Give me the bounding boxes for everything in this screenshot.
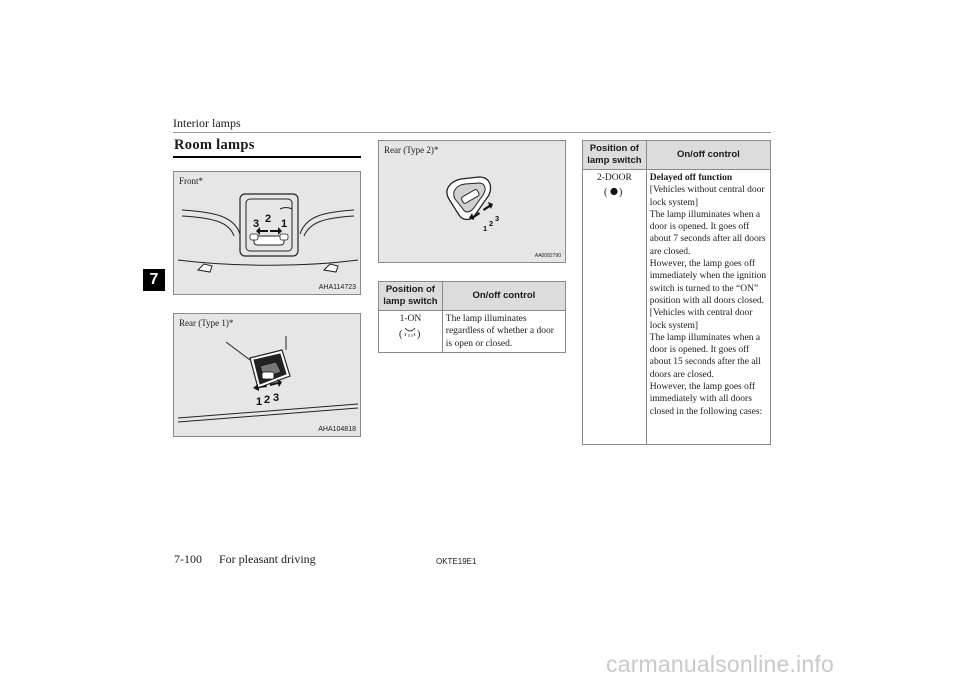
figure-code: AHA104818 [318,426,356,433]
section-title-underline [173,156,361,158]
description-line: The lamp illuminates when a door is opened. It goes off about 7 seconds after all doors are closed. [649,209,766,257]
rear1-position-number: 3 [273,392,280,404]
figure-code: AHA114723 [318,284,356,291]
description-line: However, the lamp goes off immediately with all doors closed in the following cases: [649,382,763,417]
svg-text:(: ( [604,187,608,199]
figure-rear-type1-lamp [173,313,361,437]
footer-page-number: 7-100 [174,552,202,566]
rear2-position-number: 2 [489,219,494,228]
figure-caption: Rear (Type 1)* [179,318,234,328]
table-row [379,311,566,353]
watermark: carmanualsonline.info [606,651,834,677]
lamp-switch-table-door [582,140,771,445]
chapter-tab: 7 [143,269,165,291]
header-divider [173,132,771,133]
filled-circle-icon [586,184,643,198]
footer-document-code: OKTE19E1 [436,557,477,566]
description-line: [Vehicles without central door lock system] [649,185,765,208]
position-label: 2-DOOR [596,173,632,183]
figure-caption: Rear (Type 2)* [384,145,439,155]
front-position-number: 3 [253,218,260,230]
column-header-control: On/off control [442,282,565,311]
position-cell [379,311,443,353]
table-row [583,170,771,445]
rear2-position-number: 3 [495,214,500,223]
column-header-control: On/off control [646,141,770,170]
delayed-off-heading: Delayed off function [649,173,733,183]
table-header-row [583,141,771,170]
svg-text:): ) [619,187,623,199]
description-line: The lamp illuminates when a door is opened. It goes off about 15 seconds after the all doors are closed. [649,332,761,380]
svg-text:(: ( [399,329,403,341]
figure-code: AA0082790 [534,253,561,259]
table-header-row [379,282,566,311]
section-title: Room lamps [174,137,255,153]
front-lamp-illustration [174,172,362,296]
rear-type2-lamp-illustration [379,141,567,264]
rear2-position-number: 1 [483,224,488,233]
description-line: However, the lamp goes off immediately when the ignition switch is turned to the “ON” position with all doors closed. [649,259,767,306]
column-header-position: Position of lamp switch [583,141,647,170]
front-position-number: 1 [281,218,288,230]
lamp-on-icon [382,325,439,341]
control-description: The lamp illuminates regardless of whether a door is open or closed. [442,311,565,353]
figure-caption: Front* [179,176,204,186]
position-label: 1-ON [399,314,422,324]
rear-type1-lamp-illustration [174,314,362,438]
description-line: [Vehicles with central door lock system] [649,308,753,331]
figure-rear-type2-lamp [378,140,566,263]
control-description [646,170,770,445]
position-cell [583,170,647,445]
column-header-position: Position of lamp switch [379,282,443,311]
figure-front-lamp [173,171,361,295]
rear1-position-number: 1 [256,396,263,408]
svg-text:): ) [417,329,421,341]
rear1-position-number: 2 [264,394,271,406]
footer-section-name: For pleasant driving [219,552,316,566]
front-position-number: 2 [265,213,272,225]
lamp-switch-table-on [378,281,566,353]
page-header-title: Interior lamps [173,116,241,130]
